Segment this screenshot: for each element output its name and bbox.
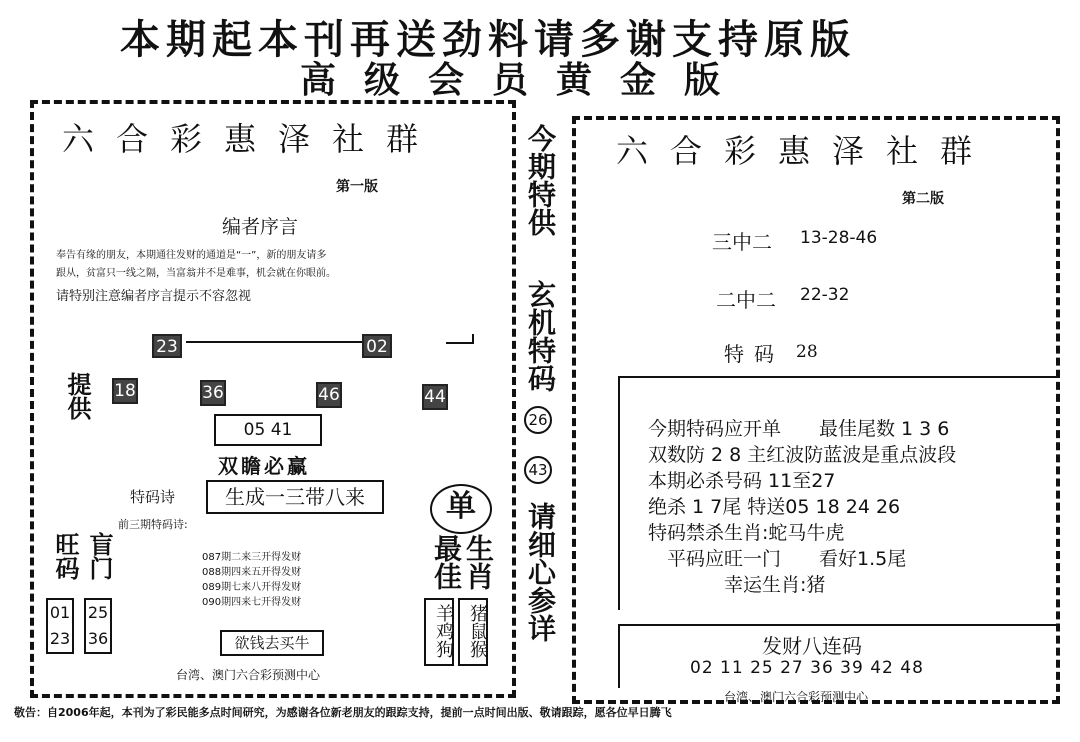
- mang-numbers: [84, 598, 112, 654]
- middle-vertical-2: 玄机特码: [524, 280, 557, 392]
- right-edition: 第二版: [902, 191, 944, 207]
- best-label: 最佳: [430, 534, 463, 590]
- provide-label: 提供: [63, 372, 91, 420]
- middle-circle-1: 26: [524, 406, 552, 434]
- animals-left-box: 羊鸡狗: [424, 598, 454, 666]
- wang-number: 01: [49, 603, 71, 622]
- lian-numbers: 02 11 25 27 36 39 42 48: [690, 658, 924, 678]
- prediction-line: 今期特码应开单 最佳尾数 1 3 6: [648, 418, 950, 440]
- preface-note: 请特别注意编者序言提示不容忽视: [56, 289, 252, 304]
- prediction-line: 特码禁杀生肖:蛇马牛虎: [648, 522, 845, 544]
- prediction-line: 幸运生肖:猪: [648, 574, 826, 596]
- prev-line-3: 089期七来八开得发财: [202, 582, 302, 593]
- pair-box: 05 41: [214, 414, 322, 446]
- top-ball-2: 02: [362, 334, 392, 358]
- header-line1: 本期起本刊再送劲料请多谢支持原版: [120, 17, 856, 63]
- san-label: 三中二: [712, 230, 772, 254]
- header-line2: 高级会员黄金版: [300, 60, 749, 101]
- footer-notice: 敬告：自2006年起，本刊为了彩民能多点时间研究，为感谢各位新老朋友的跟踪支持，提前一点时间出版、敬请跟踪，愿各位早日腾飞: [14, 706, 672, 719]
- preface-title: 编者序言: [222, 216, 299, 238]
- middle-vertical-1: 今期特供: [524, 124, 557, 236]
- left-center-name: 台湾、澳门六合彩预测中心: [176, 668, 321, 682]
- wang-numbers: [46, 598, 74, 654]
- prev-label: 前三期特码诗:: [118, 518, 188, 531]
- er-label: 二中二: [716, 288, 776, 312]
- prediction-line: 本期必杀号码 11至27: [648, 470, 836, 492]
- slogan: 双瞻必赢: [218, 454, 310, 478]
- left-edition: 第一版: [336, 179, 378, 195]
- corner-mark: [446, 334, 474, 344]
- row-ball-1: 18: [112, 378, 138, 404]
- mang-label: 盲门: [85, 532, 113, 580]
- animals-right-box: 猪鼠猴: [458, 598, 488, 666]
- prev-line-4: 090期四来七开得发财: [202, 597, 302, 608]
- prev-line-1: 087期二来三开得发财: [202, 552, 302, 563]
- preface-line-2: 跟从，贫富只一线之隔，当富翁并不是难事，机会就在你眼前。: [56, 268, 336, 279]
- te-number: 28: [796, 342, 818, 362]
- right-center-name: 台湾、澳门六合彩预测中心: [724, 690, 869, 704]
- left-panel-title: 六合彩惠泽社群: [62, 120, 441, 158]
- er-numbers: 22-32: [800, 285, 850, 305]
- poem-box: 生成一三带八来: [206, 480, 384, 514]
- row-ball-2: 36: [200, 380, 226, 406]
- prediction-line: 双数防 2 8 主红波防蓝波是重点波段: [648, 444, 957, 466]
- right-panel-title: 六合彩惠泽社群: [616, 132, 995, 170]
- row-ball-4: 44: [422, 384, 448, 410]
- mang-number: 36: [87, 629, 109, 648]
- shengxiao-label: 生肖: [462, 534, 495, 590]
- mang-number: 25: [87, 603, 109, 622]
- poem-label: 特码诗: [130, 488, 176, 506]
- prev-line-2: 088期四来五开得发财: [202, 567, 302, 578]
- row-ball-3: 46: [316, 382, 342, 408]
- top-ball-divider: [186, 341, 364, 343]
- bottom-box: 欲钱去买牛: [220, 630, 324, 656]
- wang-number: 23: [49, 629, 71, 648]
- preface-line-1: 奉告有缘的朋友，本期通往发财的通道是“一”，新的朋友请多: [56, 250, 327, 261]
- middle-vertical-3: 请细心参详: [524, 502, 557, 642]
- san-numbers: 13-28-46: [800, 228, 878, 248]
- prediction-lines: [648, 416, 956, 598]
- top-ball-1: 23: [152, 334, 182, 358]
- dan-circle: 单: [430, 484, 492, 534]
- lian-title: 发财八连码: [762, 634, 862, 658]
- te-label: 特码: [724, 342, 784, 366]
- wang-label: 旺码: [51, 532, 79, 580]
- prediction-line: 绝杀 1 7尾 特送05 18 24 26: [648, 496, 901, 518]
- prediction-line: 平码应旺一门 看好1.5尾: [648, 548, 907, 570]
- middle-circle-2: 43: [524, 456, 552, 484]
